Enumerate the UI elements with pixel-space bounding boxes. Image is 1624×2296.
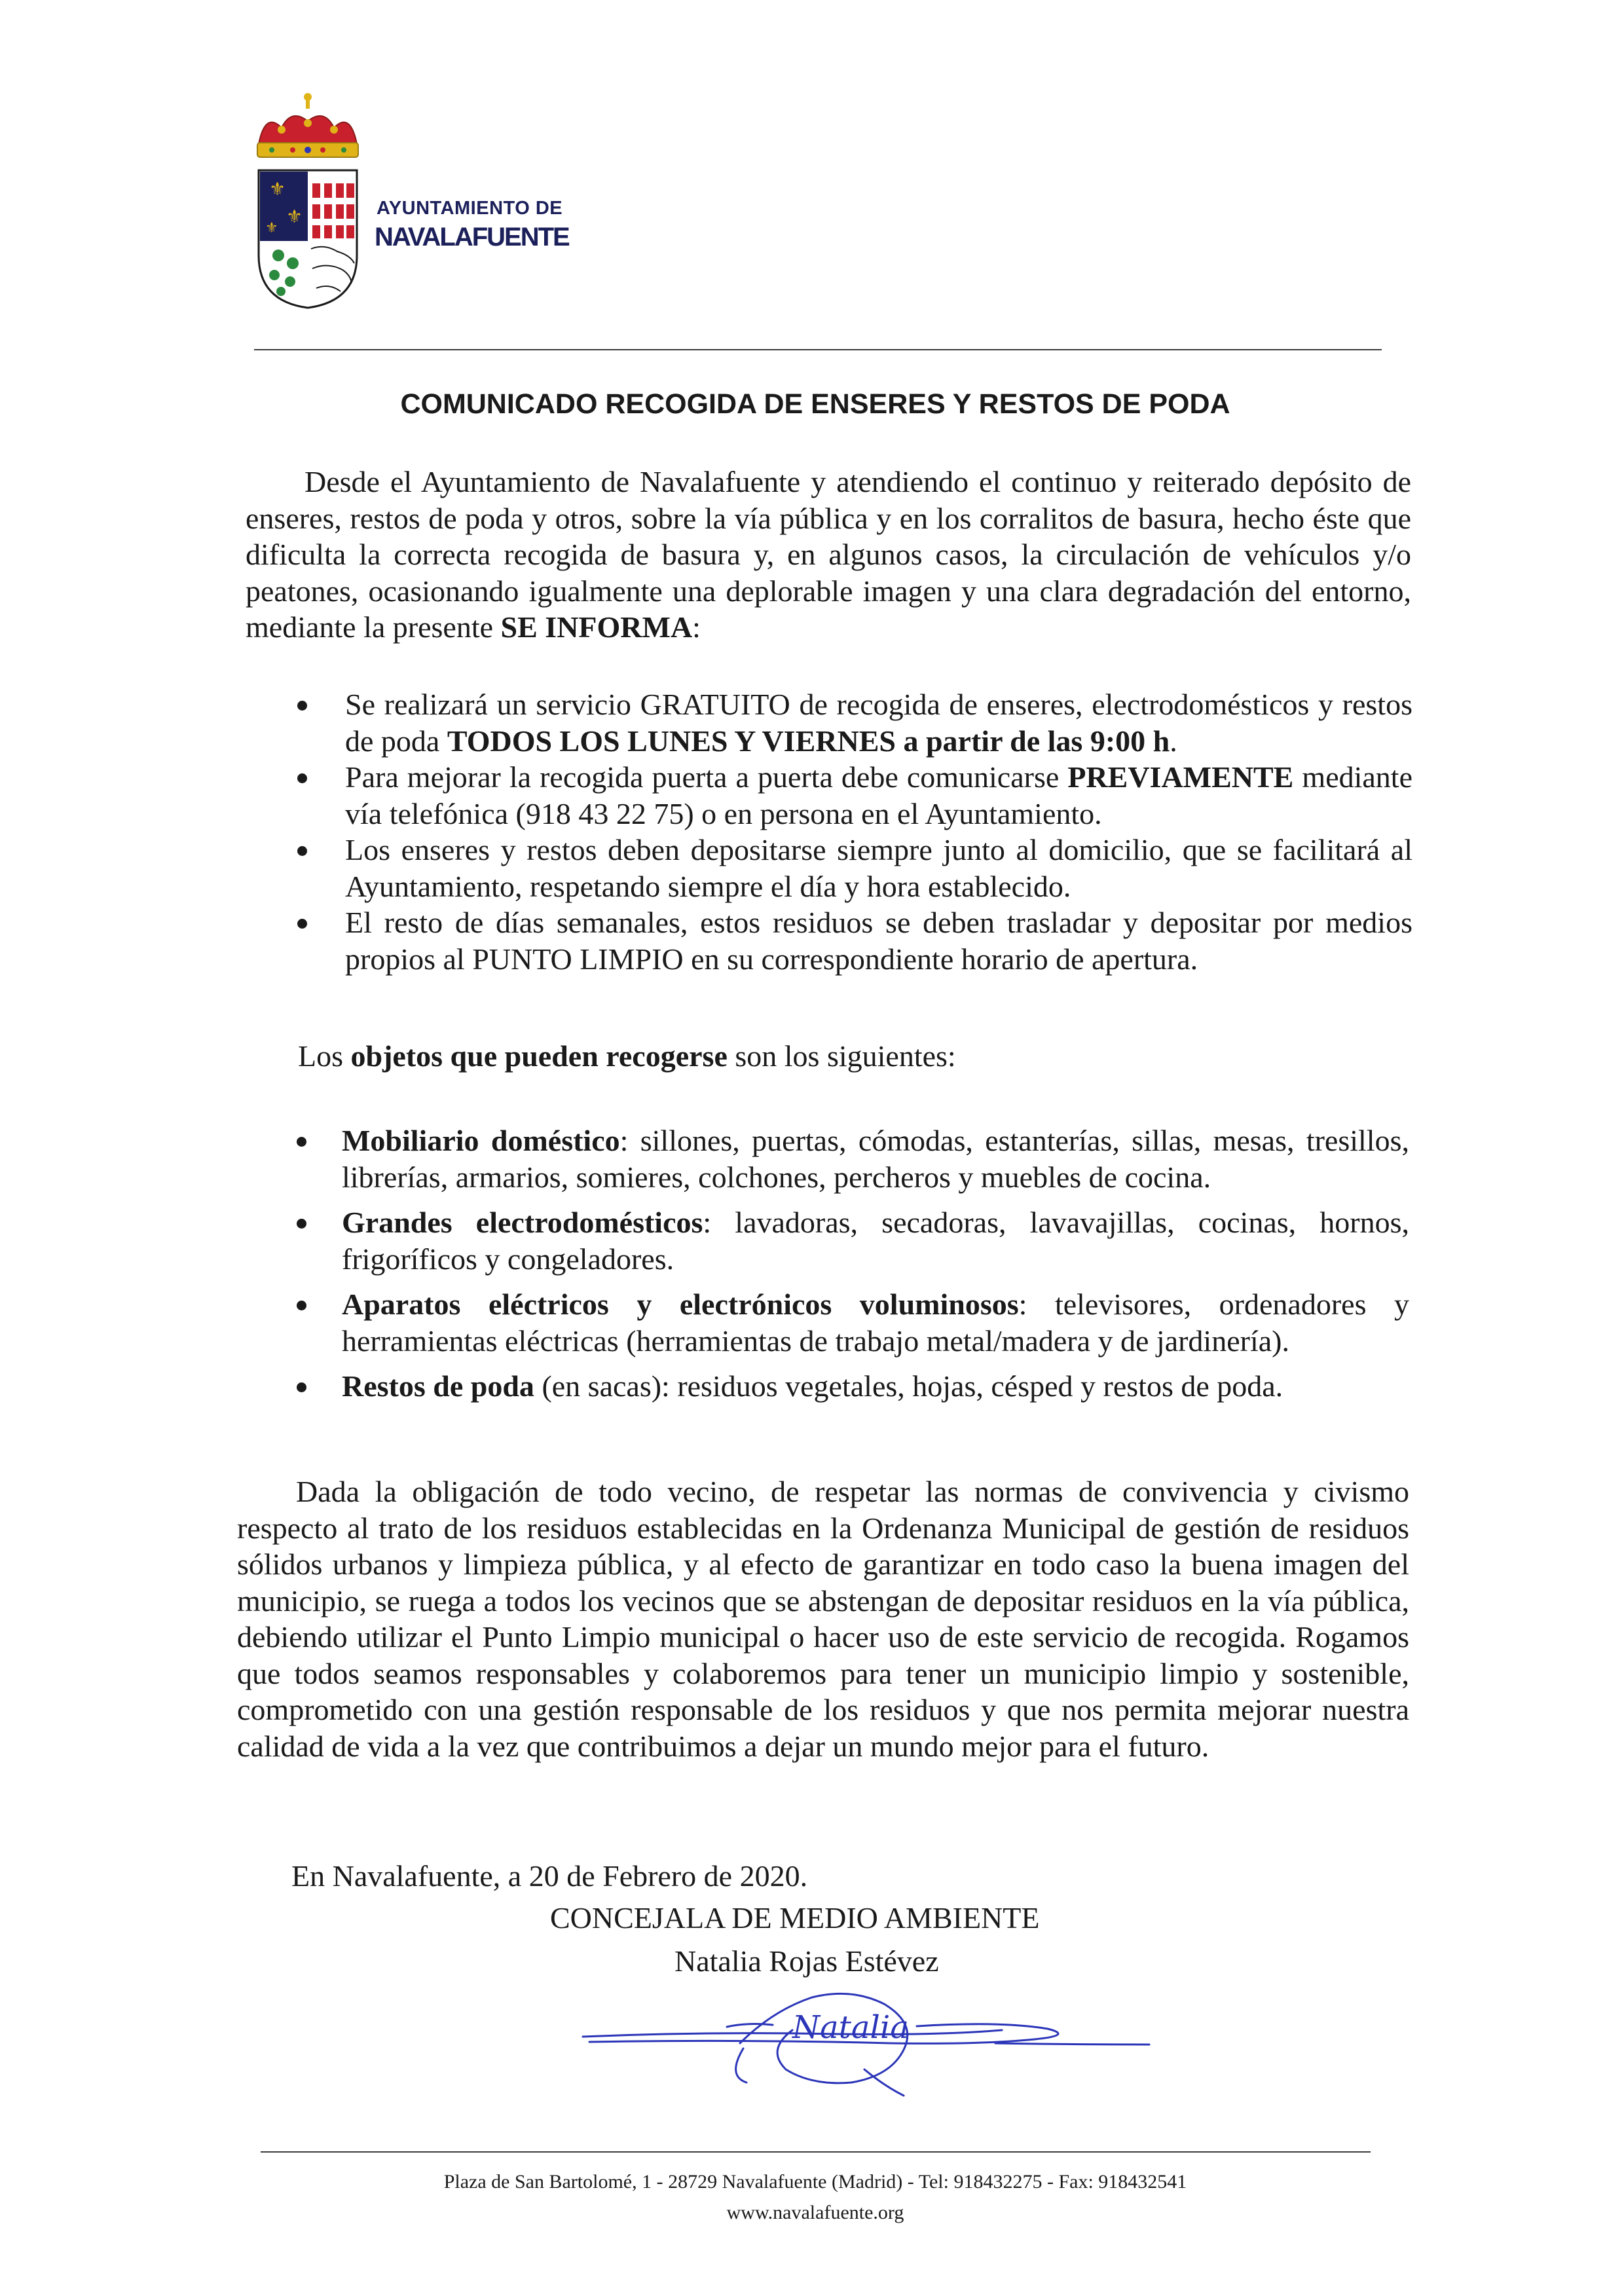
service-list — [345, 686, 1412, 977]
svg-text:⚜: ⚜ — [265, 220, 278, 236]
list-item — [342, 1368, 1409, 1405]
list-item — [345, 759, 1412, 832]
bullet-icon — [297, 1301, 306, 1310]
bullet-icon — [297, 846, 307, 856]
list-item-emphasis: TODOS LOS LUNES Y VIERNES a partir de las 9:00 h — [447, 724, 1170, 758]
list-item-text: Los enseres y restos deben depositarse siempre junto al domicilio, que se facilitará al Ayuntamiento, respetando siempre el día y hora establecido. — [345, 833, 1412, 903]
bullet-icon — [297, 1382, 306, 1392]
object-category: Restos de poda — [342, 1369, 534, 1403]
svg-text:Natalia: Natalia — [792, 2009, 909, 2046]
intro-emphasis: SE INFORMA — [500, 610, 693, 644]
bullet-icon — [297, 773, 307, 783]
header-divider — [254, 349, 1382, 350]
intro-end: : — [692, 610, 701, 644]
signoff-date: En Navalafuente, a 20 de Febrero de 2020. — [291, 1859, 808, 1893]
svg-text:⚜: ⚜ — [269, 178, 286, 200]
list-item-text-end: mediante vía telefónica (918 43 22 75) o en persona en el Ayuntamiento. — [345, 760, 1412, 830]
list-item-text: El resto de días semanales, estos residuos se deben trasladar y depositar por medios propios al PUNTO LIMPIO en su correspondiente horario de apertura. — [345, 906, 1412, 976]
list-item — [342, 1204, 1409, 1277]
list-item — [345, 832, 1412, 904]
organization-name-line2: NAVALAFUENTE — [375, 223, 569, 251]
handwritten-signature — [576, 1971, 1153, 2102]
list-item — [345, 686, 1412, 759]
object-description: : televisores, ordenadores y herramientas eléctricas (herramientas de trabajo metal/madera y de jardinería). — [342, 1287, 1409, 1358]
signoff-role: CONCEJALA DE MEDIO AMBIENTE — [550, 1901, 1040, 1935]
shield-icon — [259, 170, 357, 308]
list-item — [342, 1122, 1409, 1195]
bullet-icon — [297, 1219, 306, 1229]
objects-intro-text: Los — [298, 1039, 351, 1073]
list-item-text: Para mejorar la recogida puerta a puerta debe comunicarse — [345, 760, 1068, 794]
list-item — [342, 1286, 1409, 1359]
list-item — [345, 904, 1412, 977]
municipal-coat-of-arms — [252, 92, 363, 311]
organization-name-line1: AYUNTAMIENTO DE — [377, 198, 563, 219]
object-category: Grandes electrodomésticos — [342, 1206, 703, 1239]
crown-icon — [257, 93, 358, 157]
signoff-name: Natalia Rojas Estévez — [674, 1944, 939, 1978]
object-category: Aparatos eléctricos y electrónicos voluminosos — [342, 1287, 1019, 1321]
intro-paragraph — [246, 464, 1411, 646]
intro-text: Desde el Ayuntamiento de Navalafuente y atendiendo el continuo y reiterado depósito de enseres, restos de poda y otros, sobre la vía pública y en los corralitos de basura, hecho éste que dificulta la correcta recogida de basura y, en algunos casos, la circulación de vehículos y/o peatones, ocasionando igualmente una deplorable imagen y una clara degradación del entorno, mediante la presente — [246, 465, 1411, 644]
list-item-emphasis: PREVIAMENTE — [1067, 760, 1294, 794]
bullet-icon — [297, 1137, 306, 1147]
object-description: (en sacas): residuos vegetales, hojas, césped y restos de poda. — [534, 1369, 1283, 1403]
list-item-text-end: . — [1170, 724, 1177, 758]
closing-text: Dada la obligación de todo vecino, de respetar las normas de convivencia y civismo respecto al trato de los residuos establecidas en la Ordenanza Municipal de gestión de residuos sólidos urbanos y limpieza pública, y al efecto de garantizar en todo caso la buena imagen del municipio, se ruega a todos los vecinos que se abstengan de depositar residuos en la vía pública, debiendo utilizar el Punto Limpio municipal o hacer uso de este servicio de recogida. Rogamos que todos seamos responsables y colaboremos para tener un municipio limpio y sostenible, comprometido con una gestión responsable de los residuos y que nos permita mejorar nuestra calidad de vida a la vez que contribuimos a dejar un mundo mejor para el futuro. — [237, 1475, 1409, 1763]
footer-divider — [261, 2151, 1371, 2153]
objects-list — [342, 1122, 1409, 1414]
document-title: COMUNICADO RECOGIDA DE ENSERES Y RESTOS DE PODA — [400, 388, 1230, 420]
footer-address: Plaza de San Bartolomé, 1 - 28729 Navalafuente (Madrid) - Tel: 918432275 - Fax: 918432541 — [443, 2171, 1187, 2193]
footer-website-link[interactable]: www.navalafuente.org — [726, 2202, 904, 2223]
closing-paragraph — [237, 1473, 1409, 1764]
object-description: : sillones, puertas, cómodas, estanterías, sillas, mesas, tresillos, librerías, armarios, somieres, colchones, percheros y muebles de cocina. — [342, 1124, 1409, 1194]
object-description: : lavadoras, secadoras, lavavajillas, cocinas, hornos, frigoríficos y congeladores. — [342, 1206, 1409, 1276]
list-item-text: Se realizará un servicio GRATUITO de recogida de enseres, electrodomésticos y restos de poda — [345, 688, 1412, 758]
bullet-icon — [297, 701, 307, 711]
bullet-icon — [297, 919, 307, 929]
object-category: Mobiliario doméstico — [342, 1124, 620, 1157]
objects-intro-emphasis: objetos que pueden recogerse — [350, 1039, 728, 1073]
svg-text:⚜: ⚜ — [286, 206, 303, 227]
objects-intro — [298, 1039, 956, 1073]
objects-intro-end: son los siguientes: — [727, 1039, 956, 1073]
